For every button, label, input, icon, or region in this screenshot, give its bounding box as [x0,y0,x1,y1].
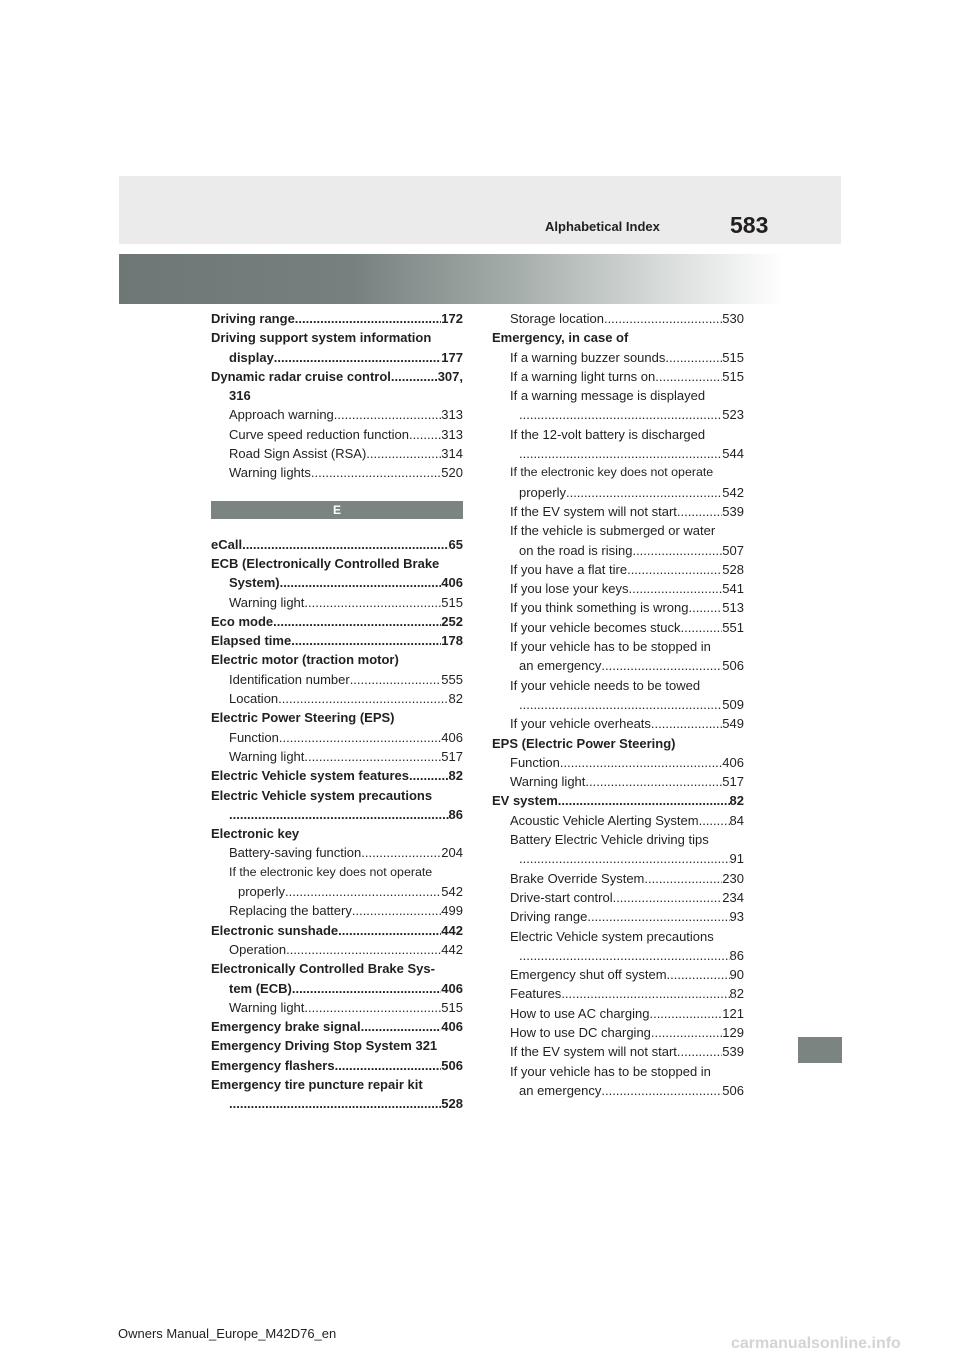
leader-dots [229,805,449,824]
index-entry [492,676,744,695]
index-entry-label: If the electronic key does not operate [229,864,433,879]
index-entry-page: 230 [722,870,744,886]
section-thumb-tab [798,1037,842,1063]
index-entry-page: 93 [729,909,744,925]
leader-dots [338,921,441,940]
index-entry [211,328,463,347]
index-entry-label: System) [229,575,280,591]
index-entry-label: Electric Power Steering (EPS) [211,710,395,726]
leader-dots [350,670,442,689]
index-entry [492,772,744,791]
leader-dots [279,728,441,747]
index-entry-page: 307, [437,368,463,384]
index-entry-label: If the electronic key does not operate [510,465,714,480]
index-entry-label: eCall [211,536,243,552]
index-entry-label: How to use AC charging [510,1005,650,1021]
index-entry-page: 406 [441,575,463,591]
index-entry-label: If your vehicle overheats [510,716,651,732]
index-entry [492,579,744,598]
index-entry-page: 555 [441,671,463,687]
index-entry [492,367,744,386]
index-entry-label: Warning light [510,774,586,790]
leader-dots [361,1017,442,1036]
index-entry-page: 65 [448,536,463,552]
leader-dots [409,766,449,785]
index-entry [492,888,744,907]
index-entry-page: 178 [441,633,463,649]
index-entry-page: 515 [722,349,744,365]
index-entry-label: If a warning buzzer sounds [510,349,666,365]
index-entry-page: 91 [729,851,744,867]
index-entry [492,849,744,868]
leader-dots [352,901,441,920]
index-entry-page: 313 [441,426,463,442]
leader-dots [585,772,722,791]
leader-dots [285,882,441,901]
leader-dots [632,541,722,560]
index-entry-label: If the EV system will not start [510,1044,677,1060]
index-entry [211,1056,463,1075]
index-entry [211,573,463,592]
index-entry-label: If a warning message is displayed [510,388,706,404]
index-entry-label: on the road is rising [519,542,633,558]
leader-dots [274,348,442,367]
index-entry [211,1036,463,1055]
index-entry [211,463,463,482]
index-entry-label: Function [510,754,560,770]
leader-dots [335,1056,442,1075]
watermark: carmanualsonline.info [731,1335,901,1352]
leader-dots [519,849,730,868]
index-entry-page: 517 [722,774,744,790]
index-entry [211,805,463,824]
index-entry-page: 509 [722,696,744,712]
leader-dots [304,747,441,766]
index-block-e [211,535,463,1114]
index-entry [211,1094,463,1113]
index-entry-page: 86 [448,806,463,822]
index-entry [211,901,463,920]
index-entry [492,502,744,521]
leader-dots [361,843,441,862]
index-entry [211,631,463,650]
index-entry-page: 539 [722,503,744,519]
index-entry [492,1004,744,1023]
letter-heading-e: E [211,501,463,519]
page-number: 583 [730,212,769,238]
index-entry-label: ECB (Electronically Controlled Brake [211,555,440,571]
index-entry-page: 539 [722,1044,744,1060]
index-entry-page: 406 [441,729,463,745]
index-entry-page: 406 [441,980,463,996]
index-entry-page: 82 [448,768,463,784]
leader-dots [519,405,722,424]
index-entry [492,521,744,540]
index-entry [492,541,744,560]
leader-dots [242,535,448,554]
index-entry-label: Brake Override System [510,870,645,886]
index-entry [211,959,463,978]
index-entry [492,309,744,328]
index-entry-label: Emergency, in case of [492,330,629,346]
leader-dots [651,1023,722,1042]
index-entry-label: Emergency Driving Stop System [211,1038,412,1054]
index-entry-label: Electric motor (traction motor) [211,652,399,668]
index-entry-label: Location [229,691,279,707]
index-entry-page: 506 [722,1082,744,1098]
index-entry-label: Emergency brake signal [211,1019,361,1035]
index-entry [211,386,463,405]
index-entry [492,695,744,714]
leader-dots [558,791,730,810]
index-entry [211,708,463,727]
leader-dots [665,348,722,367]
index-entry [492,483,744,502]
leader-dots [291,631,441,650]
index-entry-page: 82 [729,986,744,1002]
index-entry-label: Road Sign Assist (RSA) [229,446,367,462]
index-entry [211,998,463,1017]
index-entry-label: EPS (Electric Power Steering) [492,735,676,751]
index-entry-page: 507 [722,542,744,558]
index-entry-page: 82 [729,793,744,809]
index-entry-label: Electric Vehicle system features [211,768,410,784]
index-column-left [211,309,463,1114]
index-entry-page: 442 [441,922,463,938]
index-entry [492,791,744,810]
leader-dots [627,560,722,579]
index-entry [492,811,744,830]
index-entry-label: Electronic key [211,826,300,842]
index-entry-page: 530 [722,311,744,326]
index-entry-label: Warning lights [229,465,311,481]
index-entry [492,714,744,733]
index-entry [211,940,463,959]
index-entry-page: 541 [722,581,744,597]
index-entry-page: 542 [722,484,744,500]
index-entry [492,386,744,405]
index-entry [492,753,744,772]
index-entry-label: Electronic sunshade [211,922,339,938]
index-entry-label: If your vehicle becomes stuck [510,619,681,635]
index-entry-label: If the vehicle is submerged or water [510,523,716,539]
leader-dots [688,598,722,617]
leader-dots [278,689,448,708]
index-entry-page: 499 [441,903,463,919]
index-entry-page: 234 [722,889,744,905]
index-entry [492,656,744,675]
index-entry-page: 523 [722,407,744,423]
index-entry [211,843,463,862]
index-entry-label: Emergency tire puncture repair kit [211,1076,423,1092]
index-entry-page: 517 [441,748,463,764]
index-entry-label: Eco mode [211,613,274,629]
index-entry [492,1023,744,1042]
index-entry [211,405,463,424]
index-entry-page: 528 [441,1096,463,1112]
index-entry [211,425,463,444]
leader-dots [286,940,441,959]
leader-dots [311,463,441,482]
index-entry [492,444,744,463]
leader-dots [601,1081,722,1100]
leader-dots [273,612,441,631]
index-entry [492,405,744,424]
index-entry-page: 515 [441,999,463,1015]
index-entry-label: Battery Electric Vehicle driving tips [510,832,709,848]
leader-dots [519,695,722,714]
index-entry [492,598,744,617]
index-entry [211,766,463,785]
leader-dots [677,1042,722,1061]
index-entry-label: If your vehicle needs to be towed [510,677,701,693]
leader-dots [561,984,729,1003]
index-entry-label: If you have a flat tire [510,561,628,577]
index-entry-page: 506 [722,658,744,674]
leader-dots [295,309,442,328]
index-entry [492,869,744,888]
leader-dots [649,1004,722,1023]
index-entry-page: 515 [441,594,463,610]
index-entry-label: If you lose your keys [510,581,629,597]
index-entry-page: 90 [729,967,744,983]
index-entry [211,309,463,328]
leader-dots [519,444,722,463]
index-entry [211,650,463,669]
index-entry [211,979,463,998]
index-entry [211,824,463,843]
index-entry-page: 314 [441,446,463,462]
index-entry-label: properly [519,484,566,500]
index-entry [211,747,463,766]
index-entry-label: Emergency flashers [211,1057,335,1073]
leader-dots [409,425,441,444]
index-entry-label: Elapsed time [211,633,292,649]
index-entry-page: 84 [729,812,744,828]
index-entry-label: If you think something is wrong [510,600,689,616]
index-entry-label: Warning light [229,748,305,764]
index-column-right [492,309,744,1100]
index-entry [211,554,463,573]
index-entry-label: How to use DC charging [510,1024,651,1040]
index-entry [492,348,744,367]
leader-dots [604,309,722,328]
leader-dots [292,979,441,998]
leader-dots [681,618,723,637]
index-entry-label: Emergency shut off system [510,967,667,983]
index-entry-label: Driving support system information [211,330,432,346]
index-entry-label: Warning light [229,999,305,1015]
index-entry-label: Approach warning [229,407,334,423]
leader-dots [334,405,442,424]
leader-dots [601,656,722,675]
leader-dots [566,483,722,502]
index-entry-page: 506 [441,1057,463,1073]
index-entry-page: 172 [441,311,463,326]
index-entry [492,463,744,482]
index-entry-page: 542 [441,884,463,900]
index-entry-label: Electric Vehicle system precautions [211,787,433,803]
index-block-e-continued [492,309,744,1100]
index-entry-page: 177 [441,349,463,365]
leader-dots [699,811,730,830]
leader-dots [560,753,722,772]
index-entry [211,882,463,901]
leader-dots [391,367,438,386]
index-entry [492,425,744,444]
index-entry [492,907,744,926]
index-entry [211,728,463,747]
index-entry-label: If your vehicle has to be stopped in [510,639,711,655]
index-entry-page: 252 [441,613,463,629]
index-entry [492,927,744,946]
index-entry-label: Identification number [229,671,350,687]
index-entry [211,1075,463,1094]
index-entry-label: Warning light [229,594,305,610]
header-gradient-bar [119,254,784,304]
index-entry-label: Replacing the battery [229,903,352,919]
index-entry-page: 544 [722,446,744,462]
index-entry-label: an emergency [519,658,602,674]
index-entry-label: display [229,349,274,365]
index-entry [211,1017,463,1036]
index-entry-label: properly [238,884,285,900]
leader-dots [655,367,722,386]
index-entry-label: Acoustic Vehicle Alerting System [510,812,699,828]
leader-dots [519,946,730,965]
index-entry [492,1081,744,1100]
index-entry-page: 549 [722,716,744,732]
index-entry-label: If the EV system will not start [510,503,677,519]
leader-dots [644,869,722,888]
section-title: Alphabetical Index [545,219,660,234]
index-entry-label: Electric Vehicle system precautions [510,928,714,944]
index-entry-page: 513 [722,600,744,616]
index-entry [492,965,744,984]
index-entry-page: 528 [722,561,744,577]
index-entry-label: Curve speed reduction function [229,426,409,442]
index-entry [492,328,744,347]
index-entry [492,946,744,965]
index-entry-page: 129 [722,1024,744,1040]
index-entry-label: Dynamic radar cruise control [211,368,391,384]
index-entry [211,612,463,631]
index-entry [492,1042,744,1061]
leader-dots [677,502,722,521]
index-entry-page: 86 [729,947,744,963]
index-entry [492,618,744,637]
index-entry [211,863,463,882]
index-entry-page: 515 [722,368,744,384]
index-entry [211,593,463,612]
index-entry-label: Features [510,986,562,1002]
index-entry [211,348,463,367]
index-entry-label: If the 12-volt battery is discharged [510,426,706,442]
index-entry-label: Electronically Controlled Brake Sys- [211,961,435,977]
index-entry-label: Drive-start control [510,889,613,905]
index-entry-page: 551 [722,619,744,635]
leader-dots [651,714,722,733]
leader-dots [613,888,723,907]
index-entry-page: 520 [441,465,463,481]
index-entry [492,830,744,849]
index-block-d [211,309,463,483]
index-entry-label: Driving range [510,909,588,925]
leader-dots [304,593,441,612]
index-entry-label: 316 [229,388,251,404]
leader-dots [280,573,442,592]
index-entry [492,637,744,656]
leader-dots [229,1094,441,1113]
index-entry-label: If your vehicle has to be stopped in [510,1063,711,1079]
index-entry-label: tem (ECB) [229,980,292,996]
index-entry-page: 82 [448,691,463,707]
index-entry-label: Battery-saving function [229,845,362,861]
index-entry [492,560,744,579]
index-entry-page: 406 [722,754,744,770]
index-entry-label: Operation [229,941,287,957]
index-entry-label: an emergency [519,1082,602,1098]
index-entry [492,1062,744,1081]
leader-dots [667,965,730,984]
leader-dots [587,907,729,926]
index-entry-label: EV system [492,793,558,809]
index-entry [211,670,463,689]
leader-dots [629,579,723,598]
footer-manual-id: Owners Manual_Europe_M42D76_en [118,1326,337,1341]
index-entry-page: 442 [441,941,463,957]
index-entry-page: 321 [415,1038,438,1054]
index-entry-label: Function [229,729,279,745]
index-entry-page: 313 [441,407,463,423]
index-entry-page: 121 [722,1005,744,1021]
index-entry-label: Driving range [211,311,295,326]
index-entry-page: 204 [441,845,463,861]
index-entry [211,444,463,463]
index-entry [492,734,744,753]
index-entry [492,984,744,1003]
index-entry [211,367,463,386]
index-entry-label: If a warning light turns on [510,368,656,384]
index-entry [211,689,463,708]
index-entry-label: Storage location [510,311,604,326]
index-entry-page: 406 [441,1019,463,1035]
index-entry [211,786,463,805]
index-entry [211,535,463,554]
leader-dots [304,998,441,1017]
index-entry [211,921,463,940]
leader-dots [366,444,441,463]
